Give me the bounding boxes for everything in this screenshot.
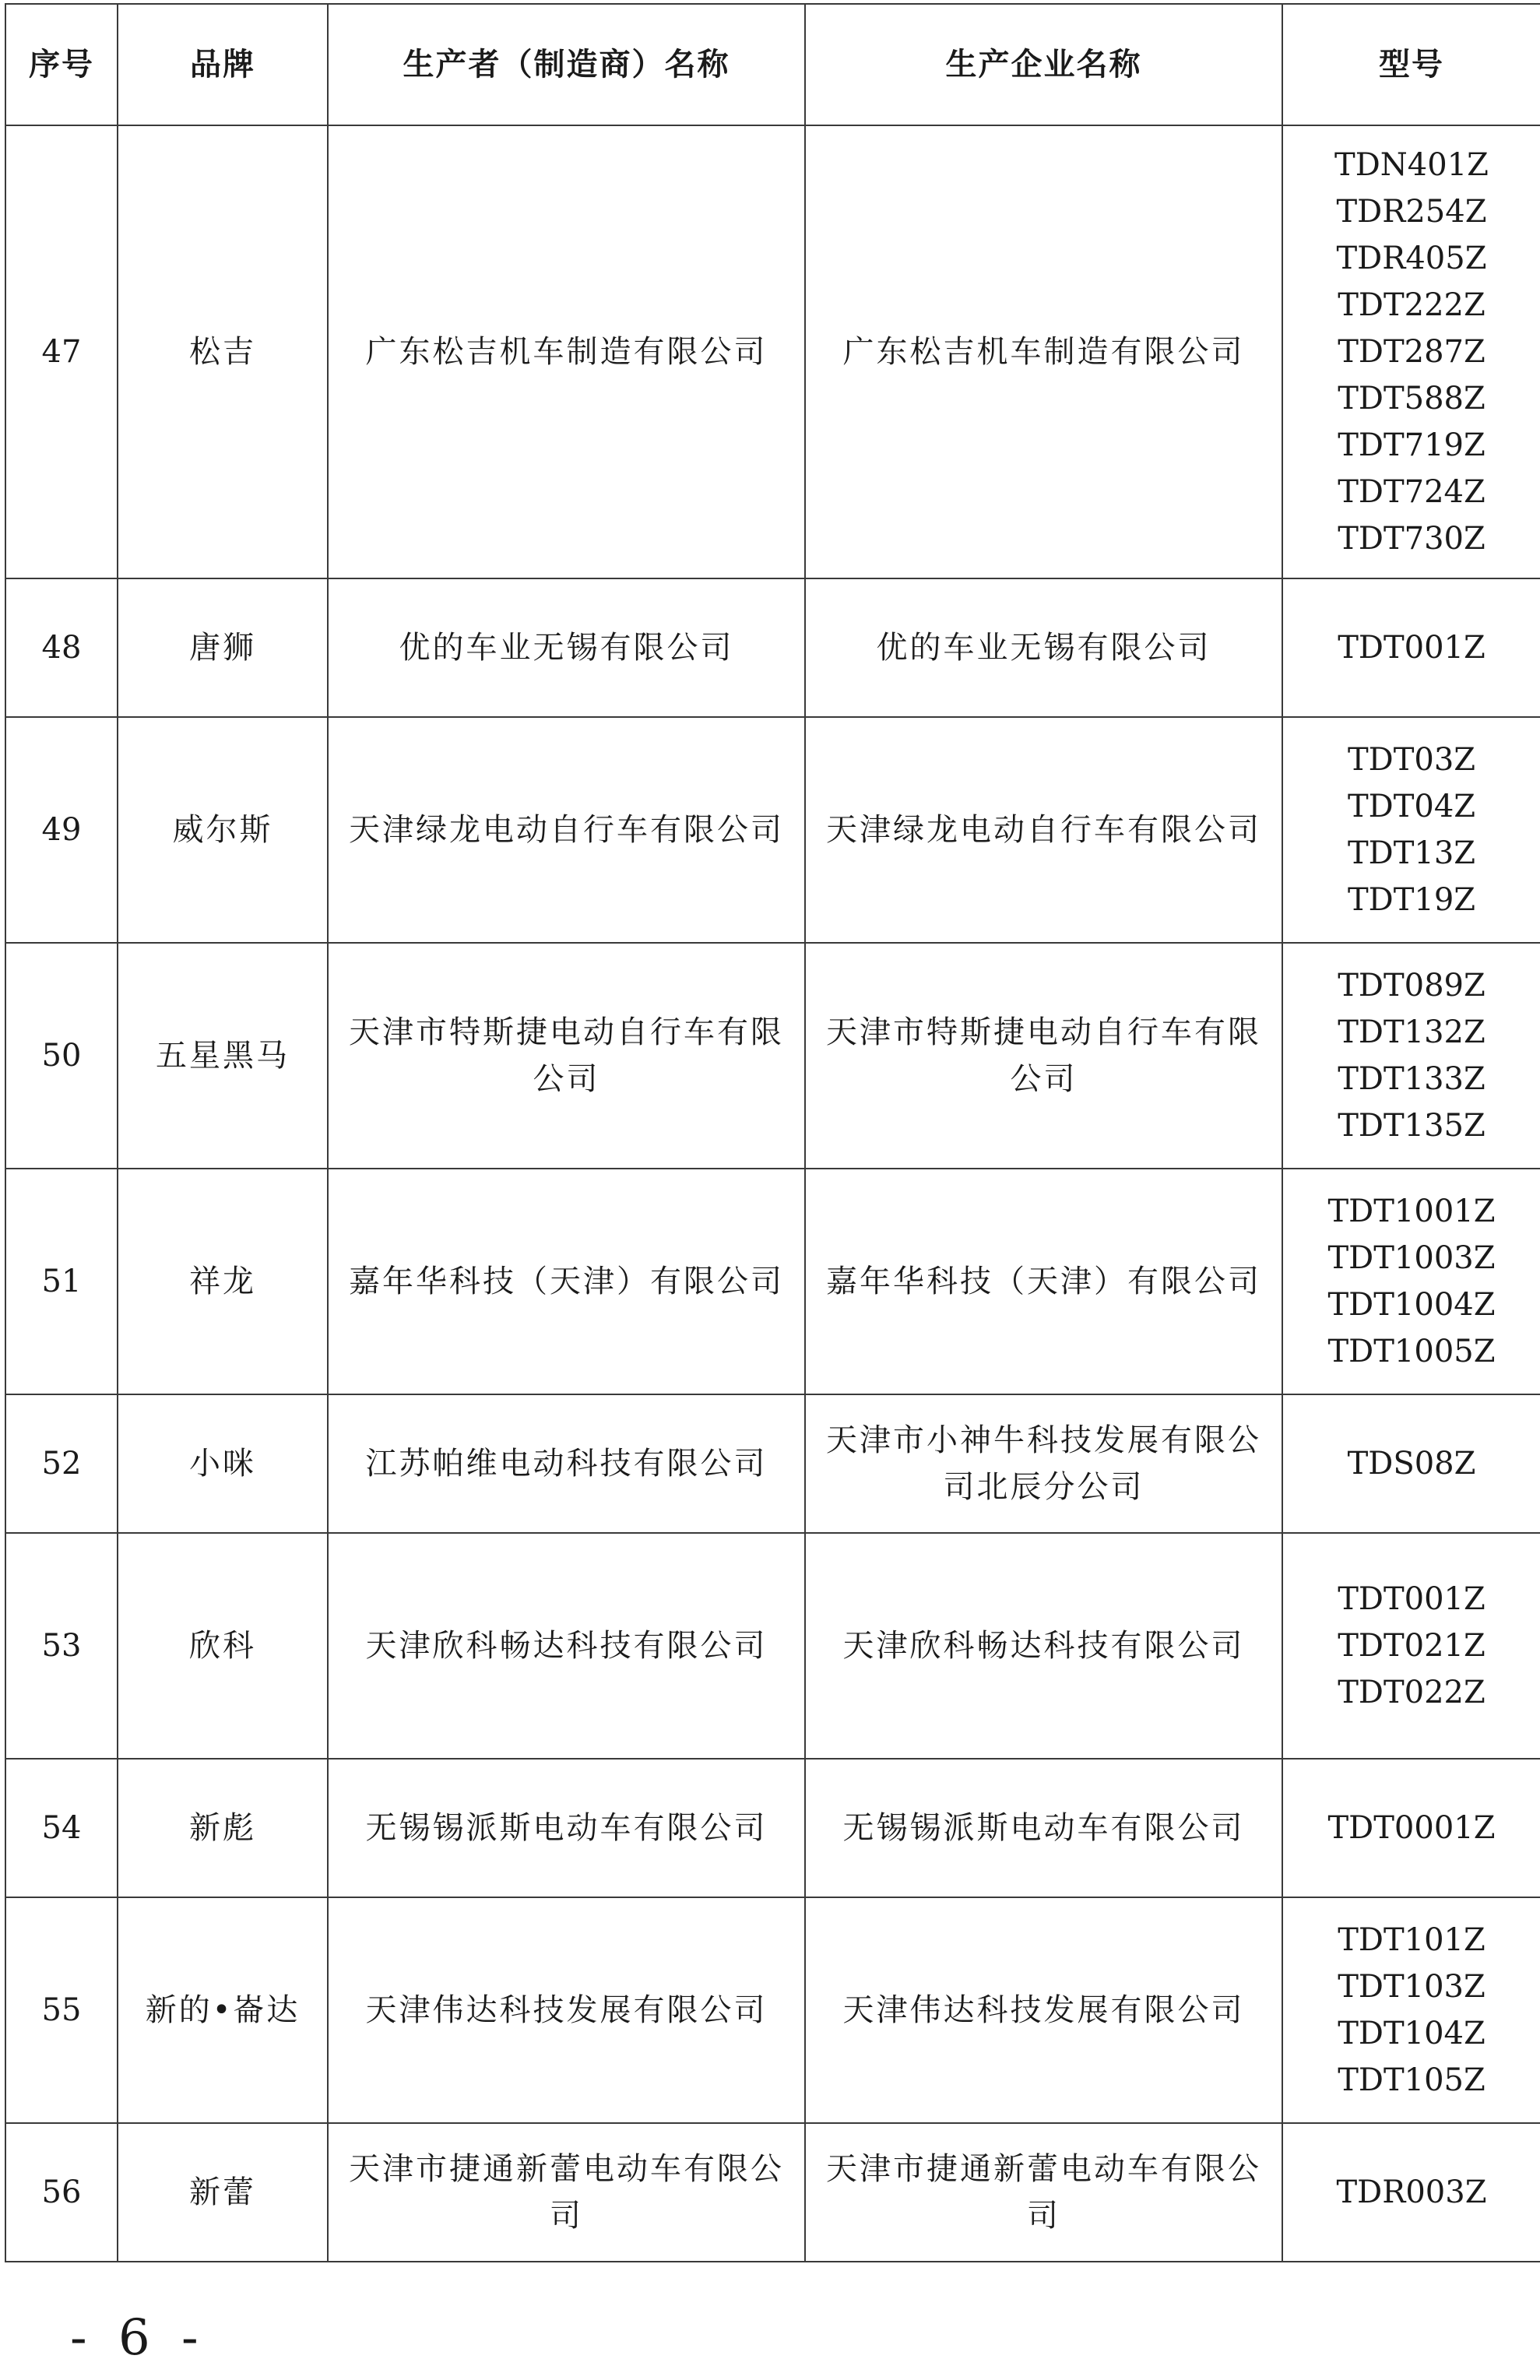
table-row bbox=[5, 578, 1540, 717]
row-brand: 新彪 bbox=[118, 1759, 328, 1897]
header-enterprise: 生产企业名称 bbox=[805, 4, 1282, 125]
row-enterprise: 优的车业无锡有限公司 bbox=[805, 578, 1282, 717]
row-enterprise: 天津伟达科技发展有限公司 bbox=[805, 1897, 1282, 2123]
row-models bbox=[1282, 2123, 1540, 2262]
page-number: - 6 - bbox=[70, 2309, 206, 2367]
model-code: TDT1004Z bbox=[1327, 1287, 1496, 1323]
row-producer: 天津欣科畅达科技有限公司 bbox=[328, 1533, 805, 1759]
header-producer: 生产者（制造商）名称 bbox=[328, 4, 805, 125]
model-code: TDT724Z bbox=[1338, 474, 1486, 510]
model-code: TDT133Z bbox=[1338, 1061, 1486, 1097]
model-code: TDT13Z bbox=[1347, 835, 1476, 871]
row-enterprise: 天津绿龙电动自行车有限公司 bbox=[805, 717, 1282, 943]
model-code: TDT1003Z bbox=[1327, 1240, 1496, 1276]
model-code: TDT0001Z bbox=[1327, 1810, 1496, 1846]
model-code: TDN401Z bbox=[1334, 147, 1489, 183]
row-index: 52 bbox=[5, 1394, 118, 1533]
model-code: TDT1001Z bbox=[1327, 1194, 1496, 1229]
row-producer: 天津市特斯捷电动自行车有限公司 bbox=[328, 943, 805, 1169]
row-models bbox=[1282, 1394, 1540, 1533]
row-brand: 欣科 bbox=[118, 1533, 328, 1759]
row-index: 56 bbox=[5, 2123, 118, 2262]
row-models bbox=[1282, 1897, 1540, 2123]
row-producer: 天津伟达科技发展有限公司 bbox=[328, 1897, 805, 2123]
row-enterprise: 天津市捷通新蕾电动车有限公司 bbox=[805, 2123, 1282, 2262]
model-code: TDT001Z bbox=[1338, 1581, 1486, 1617]
model-code: TDT089Z bbox=[1338, 968, 1486, 1004]
model-code: TDT1005Z bbox=[1327, 1334, 1496, 1369]
model-code: TDT04Z bbox=[1347, 789, 1476, 824]
row-brand: 松吉 bbox=[118, 125, 328, 578]
table-header-row bbox=[5, 4, 1540, 125]
row-models bbox=[1282, 1533, 1540, 1759]
header-brand: 品牌 bbox=[118, 4, 328, 125]
row-models bbox=[1282, 125, 1540, 578]
model-code: TDT021Z bbox=[1338, 1628, 1486, 1664]
table-row bbox=[5, 1759, 1540, 1897]
table-row bbox=[5, 2123, 1540, 2262]
row-enterprise: 天津市特斯捷电动自行车有限公司 bbox=[805, 943, 1282, 1169]
model-code: TDT103Z bbox=[1338, 1969, 1486, 2005]
row-index: 51 bbox=[5, 1169, 118, 1394]
row-models bbox=[1282, 1759, 1540, 1897]
model-code: TDT101Z bbox=[1338, 1922, 1486, 1958]
row-enterprise: 天津市小神牛科技发展有限公司北辰分公司 bbox=[805, 1394, 1282, 1533]
model-code: TDT222Z bbox=[1338, 287, 1486, 323]
row-enterprise: 天津欣科畅达科技有限公司 bbox=[805, 1533, 1282, 1759]
model-code: TDT022Z bbox=[1338, 1675, 1486, 1710]
model-code: TDT287Z bbox=[1338, 334, 1486, 370]
model-code: TDS08Z bbox=[1347, 1446, 1476, 1482]
table-row bbox=[5, 1533, 1540, 1759]
table-row bbox=[5, 1897, 1540, 2123]
row-index: 47 bbox=[5, 125, 118, 578]
header-index: 序号 bbox=[5, 4, 118, 125]
row-index: 48 bbox=[5, 578, 118, 717]
row-models bbox=[1282, 943, 1540, 1169]
row-index: 49 bbox=[5, 717, 118, 943]
model-code: TDT105Z bbox=[1338, 2062, 1486, 2098]
product-catalog-table bbox=[5, 3, 1540, 2262]
table-body bbox=[5, 125, 1540, 2262]
model-code: TDT104Z bbox=[1338, 2016, 1486, 2051]
table-row bbox=[5, 125, 1540, 578]
row-index: 50 bbox=[5, 943, 118, 1169]
model-code: TDR003Z bbox=[1336, 2174, 1487, 2210]
model-code: TDT135Z bbox=[1338, 1108, 1486, 1144]
model-code: TDT03Z bbox=[1347, 742, 1476, 778]
row-brand: 祥龙 bbox=[118, 1169, 328, 1394]
row-producer: 天津市捷通新蕾电动车有限公司 bbox=[328, 2123, 805, 2262]
model-code: TDR405Z bbox=[1336, 241, 1487, 276]
model-code: TDT001Z bbox=[1338, 630, 1486, 666]
row-producer: 江苏帕维电动科技有限公司 bbox=[328, 1394, 805, 1533]
row-brand: 新蕾 bbox=[118, 2123, 328, 2262]
header-model: 型号 bbox=[1282, 4, 1540, 125]
row-producer: 优的车业无锡有限公司 bbox=[328, 578, 805, 717]
row-brand: 新的•崙达 bbox=[118, 1897, 328, 2123]
row-producer: 无锡锡派斯电动车有限公司 bbox=[328, 1759, 805, 1897]
row-producer: 天津绿龙电动自行车有限公司 bbox=[328, 717, 805, 943]
row-brand: 小咪 bbox=[118, 1394, 328, 1533]
row-enterprise: 无锡锡派斯电动车有限公司 bbox=[805, 1759, 1282, 1897]
row-models bbox=[1282, 578, 1540, 717]
row-enterprise: 嘉年华科技（天津）有限公司 bbox=[805, 1169, 1282, 1394]
model-code: TDR254Z bbox=[1336, 194, 1487, 230]
model-code: TDT730Z bbox=[1338, 521, 1486, 557]
row-index: 53 bbox=[5, 1533, 118, 1759]
row-producer: 广东松吉机车制造有限公司 bbox=[328, 125, 805, 578]
table-row bbox=[5, 717, 1540, 943]
row-index: 54 bbox=[5, 1759, 118, 1897]
row-enterprise: 广东松吉机车制造有限公司 bbox=[805, 125, 1282, 578]
model-code: TDT19Z bbox=[1347, 882, 1476, 918]
row-models bbox=[1282, 717, 1540, 943]
row-brand: 唐狮 bbox=[118, 578, 328, 717]
row-brand: 威尔斯 bbox=[118, 717, 328, 943]
table-row bbox=[5, 943, 1540, 1169]
row-index: 55 bbox=[5, 1897, 118, 2123]
row-producer: 嘉年华科技（天津）有限公司 bbox=[328, 1169, 805, 1394]
row-brand: 五星黑马 bbox=[118, 943, 328, 1169]
row-models bbox=[1282, 1169, 1540, 1394]
table-row bbox=[5, 1394, 1540, 1533]
model-code: TDT719Z bbox=[1338, 427, 1486, 463]
model-code: TDT588Z bbox=[1338, 381, 1486, 417]
table-row bbox=[5, 1169, 1540, 1394]
model-code: TDT132Z bbox=[1338, 1014, 1486, 1050]
